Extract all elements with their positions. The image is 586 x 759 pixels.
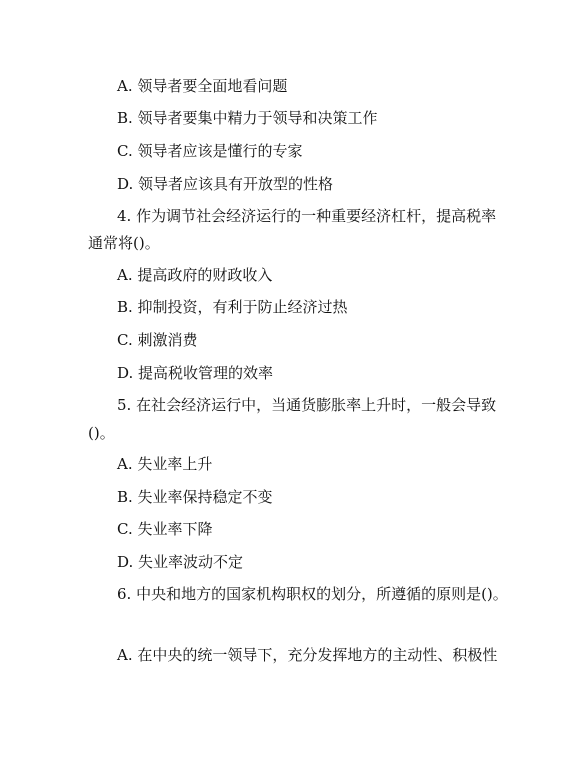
- q6-option-a: A. 在中央的统一领导下，充分发挥地方的主动性、积极性: [117, 646, 498, 664]
- q3-option-a: A. 领导者要全面地看问题: [117, 77, 288, 95]
- q4-option-d: D. 提高税收管理的效率: [117, 364, 274, 382]
- q5-option-d: D. 失业率波动不定: [117, 553, 244, 571]
- q4-option-c: C. 刺激消费: [117, 331, 198, 349]
- q3-option-d: D. 领导者应该具有开放型的性格: [117, 175, 334, 193]
- q3-option-b: B. 领导者要集中精力于领导和决策工作: [117, 109, 378, 127]
- q4-stem-line2: 通常将()。: [88, 234, 160, 252]
- q5-stem-line2: ()。: [88, 424, 115, 442]
- q5-stem-line1: 5. 在社会经济运行中，当通货膨胀率上升时，一般会导致: [117, 396, 497, 414]
- q5-option-c: C. 失业率下降: [117, 520, 213, 538]
- q4-option-a: A. 提高政府的财政收入: [117, 266, 273, 284]
- q4-option-b: B. 抑制投资，有利于防止经济过热: [117, 298, 348, 316]
- q3-option-c: C. 领导者应该是懂行的专家: [117, 142, 303, 160]
- q5-option-a: A. 失业率上升: [117, 455, 213, 473]
- q5-option-b: B. 失业率保持稳定不变: [117, 488, 273, 506]
- q4-stem-line1: 4. 作为调节社会经济运行的一种重要经济杠杆，提高税率: [117, 207, 497, 225]
- q6-stem-line1: 6. 中央和地方的国家机构职权的划分，所遵循的原则是()。: [117, 585, 508, 603]
